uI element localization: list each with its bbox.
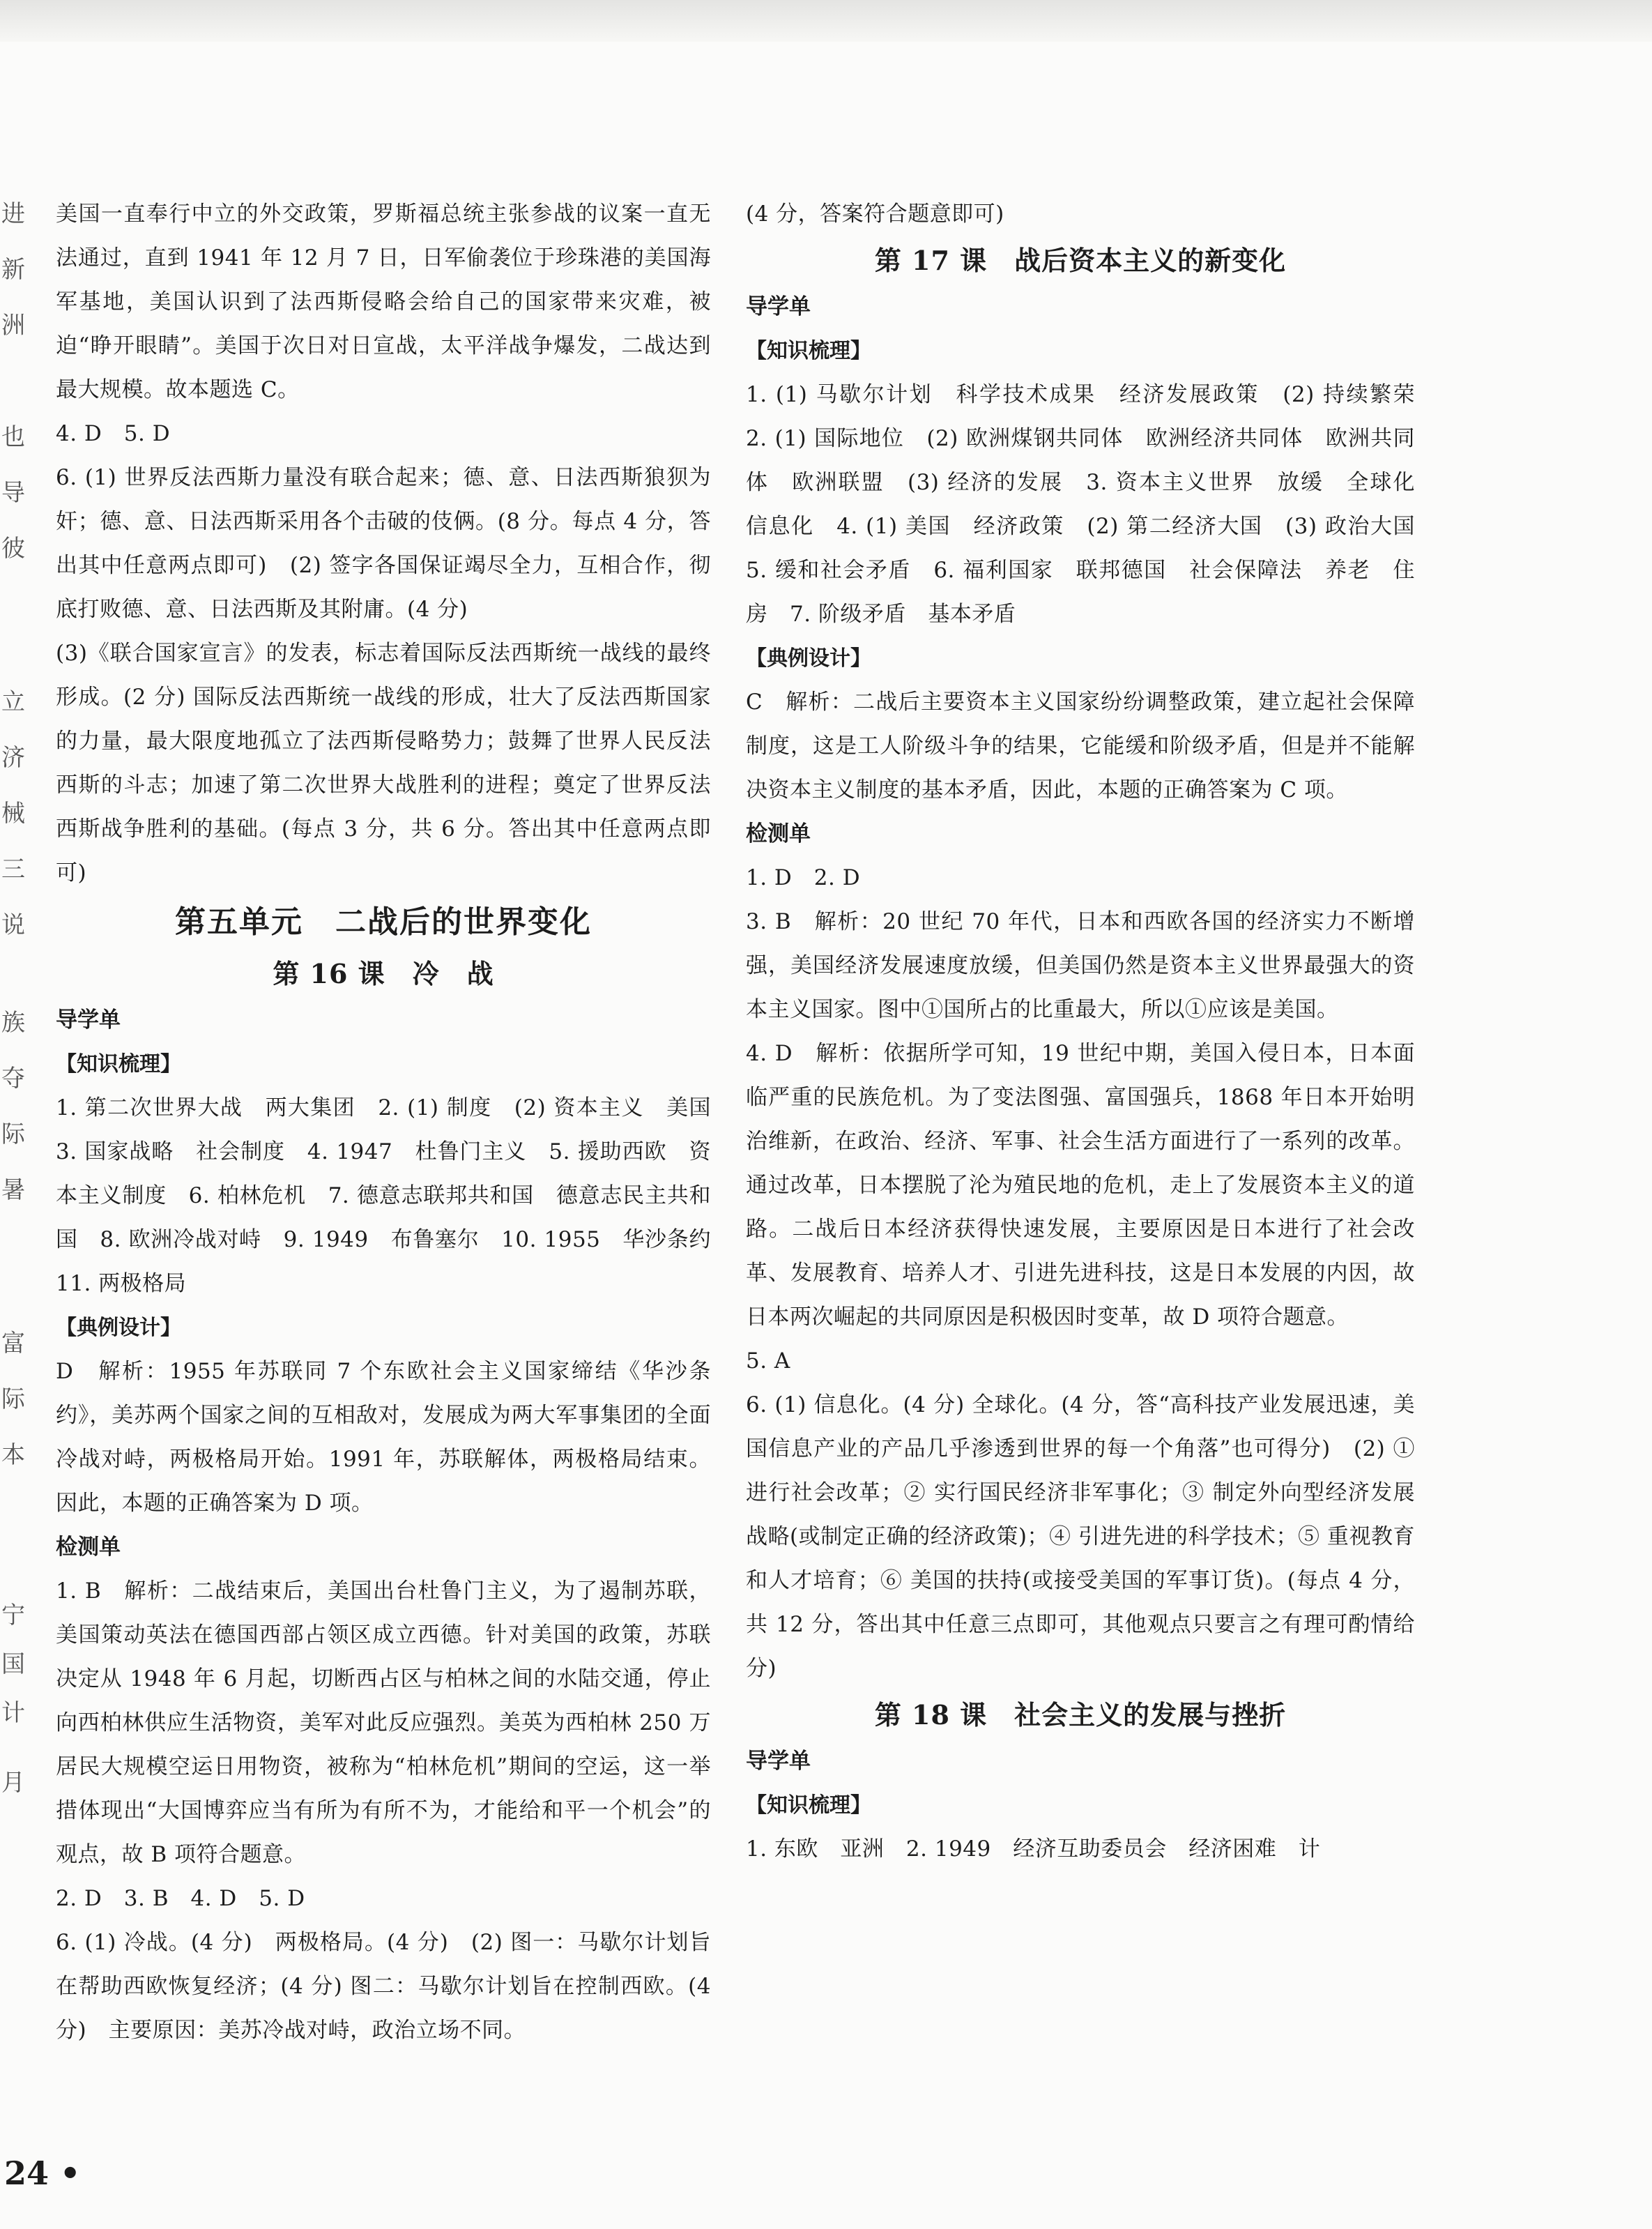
answer-paragraph: 4. D 解析：依据所学可知，19 世纪中期，美国入侵日本，日本面临严重的民族危机。为了变法图强、富国强兵，1868 年日本开始明治维新，在政治、经济、军事、社会生活方面进行了一系列的改革。通过改革，日本摆脱了沦为殖民地的危机，走上了发展资本主义的道路。二战后日本经济获得快速发展，主要原因是日本进行了社会改革、发展教育、培养人才、引进先进科技，这是日本发展的内因，故日本两次崛起的共同原因是积极因时变革，故 D 项符合题意。 xyxy=(746,1041,1415,1330)
edge-fragment-char: 导 xyxy=(1,479,25,507)
answer-line: (4 分，答案符合题意即可) xyxy=(746,201,1004,227)
answer-paragraph: (3)《联合国家宣言》的发表，标志着国际反法西斯统一战线的最终形成。(2 分) 国际反法西斯统一战线的形成，壮大了反法西斯国家的力量，最大限度地孤立了法西斯侵略势力；鼓舞了世界人民反法西斯的斗志；加速了第二次世界大战胜利的进程；奠定了世界反法西斯战争胜利的基础。(每点 3 分，共 6 分。答出其中任意两点即可) xyxy=(56,641,711,885)
edge-fragment-char: 进 xyxy=(1,200,25,228)
lesson-title: 第 18 课 社会主义的发展与挫折 xyxy=(874,1699,1287,1730)
subsection-heading: 【知识梳理】 xyxy=(56,1052,181,1077)
answer-paragraph: 1. 第二次世界大战 两大集团 2. (1) 制度 (2) 资本主义 美国 3. 国家战略 社会制度 4. 1947 杜鲁门主义 5. 援助西欧 资本主义制度 6. 柏林危机 7. 德意志联邦共和国 德意志民主共和国 8. 欧洲冷战对峙 9. 1949 布鲁塞尔 10. 1955 华沙条约 11. 两极格局 xyxy=(56,1095,733,1296)
left-column xyxy=(56,192,733,2053)
answer-line: 4. D 5. D xyxy=(56,421,171,446)
section-heading: 导学单 xyxy=(746,1749,811,1774)
answer-line: 5. A xyxy=(746,1348,790,1374)
answer-paragraph: C 解析：二战后主要资本主义国家纷纷调整政策，建立起社会保障制度，这是工人阶级斗争的结果，它能缓和阶级矛盾，但是并不能解决资本主义制度的基本矛盾，因此，本题的正确答案为 C 项。 xyxy=(746,690,1415,802)
answer-paragraph: 3. B 解析：20 世纪 70 年代，日本和西欧各国的经济实力不断增强，美国经济发展速度放缓，但美国仍然是资本主义世界最强大的资本主义国家。图中①国所占的比重最大，所以①应该是美国。 xyxy=(746,909,1415,1022)
subsection-heading: 【知识梳理】 xyxy=(746,1793,871,1818)
edge-fragment-char: 宁 xyxy=(1,1602,25,1629)
unit-title: 第五单元 二战后的世界变化 xyxy=(175,904,592,940)
edge-fragment-char: 夺 xyxy=(1,1065,25,1093)
subsection-heading: 【典例设计】 xyxy=(746,646,871,671)
answer-paragraph: 6. (1) 世界反法西斯力量没有联合起来；德、意、日法西斯狼狈为奸；德、意、日法西斯采用各个击破的伎俩。(8 分。每点 4 分，答出其中任意两点即可) (2) 签字各国保证竭尽全力，互相合作，彻底打败德、意、日法西斯及其附庸。(4 分) xyxy=(56,465,711,622)
edge-fragment-char: 计 xyxy=(1,1699,25,1727)
section-heading: 检测单 xyxy=(746,821,811,846)
left-edge-fragment xyxy=(0,174,25,2092)
answer-paragraph: 1. B 解析：二战结束后，美国出台杜鲁门主义，为了遏制苏联，美国策动英法在德国西部占领区成立西德。针对美国的政策，苏联决定从 1948 年 6 月起，切断西占区与柏林之间的水陆交通，停止向西柏林供应生活物资，美军对此反应强烈。美英为西柏林 250 万居民大规模空运日用物资，被称为“柏林危机”期间的空运，这一举措体现出“大国博弈应当有所为有所不为，才能给和平一个机会”的观点，故 B 项符合题意。 xyxy=(56,1578,711,1867)
edge-fragment-char: 际 xyxy=(1,1385,25,1413)
edge-fragment-char: 说 xyxy=(1,911,25,939)
answer-line: 1. D 2. D xyxy=(746,865,861,890)
edge-fragment-char: 立 xyxy=(1,688,25,716)
edge-fragment-char: 彼 xyxy=(1,535,25,563)
edge-fragment-char: 本 xyxy=(1,1441,25,1469)
top-shadow-band xyxy=(0,0,1652,42)
edge-fragment-char: 国 xyxy=(1,1650,25,1678)
lesson-title: 第 17 课 战后资本主义的新变化 xyxy=(874,245,1287,276)
answer-paragraph: 6. (1) 信息化。(4 分) 全球化。(4 分，答“高科技产业发展迅速，美国信息产业的产品几乎渗透到世界的每一个角落”也可得分) (2) ① 进行社会改革；② 实行国民经济非军事化；③ 制定外向型经济发展战略(或制定正确的经济政策)；④ 引进先进的科学技术；⑤ 重视教育和人才培育；⑥ 美国的扶持(或接受美国的军事订货)。(每点 4 分，共 12 分，答出其中任意三点即可，其他观点只要言之有理可酌情给分) xyxy=(746,1392,1415,1681)
section-heading: 导学单 xyxy=(56,1007,121,1033)
answer-paragraph: D 解析：1955 年苏联同 7 个东欧社会主义国家缔结《华沙条约》，美苏两个国家之间的互相敌对，发展成为两大军事集团的全面冷战对峙，两极格局开始。1991 年，苏联解体，两极格局结束。因此，本题的正确答案为 D 项。 xyxy=(56,1359,711,1516)
edge-fragment-char: 月 xyxy=(1,1769,25,1797)
section-heading: 导学单 xyxy=(746,294,811,319)
edge-fragment-char: 新 xyxy=(1,256,25,284)
subsection-heading: 【典例设计】 xyxy=(56,1316,181,1340)
edge-fragment-char: 械 xyxy=(1,800,25,828)
answer-line: 2. D 3. B 4. D 5. D xyxy=(56,1886,305,1911)
answer-line: 1. 东欧 亚洲 2. 1949 经济互助委员会 经济困难 计 xyxy=(746,1836,1321,1862)
edge-fragment-char: 洲 xyxy=(1,312,25,340)
edge-fragment-char: 暑 xyxy=(1,1176,25,1204)
edge-fragment-char: 际 xyxy=(1,1120,25,1148)
answer-paragraph: 美国一直奉行中立的外交政策，罗斯福总统主张参战的议案一直无法通过，直到 1941 年 12 月 7 日，日军偷袭位于珍珠港的美国海军基地，美国认识到了法西斯侵略会给自己的国家带来灾难，被迫“睁开眼睛”。美国于次日对日宣战，太平洋战争爆发，二战达到最大规模。故本题选 C。 xyxy=(56,201,711,402)
edge-fragment-char: 济 xyxy=(1,744,25,772)
edge-fragment-char: 富 xyxy=(1,1330,25,1357)
edge-fragment-char: 三 xyxy=(1,855,25,883)
edge-fragment-char: 也 xyxy=(1,423,25,451)
edge-fragment-char: 族 xyxy=(1,1009,25,1037)
subsection-heading: 【知识梳理】 xyxy=(746,339,871,363)
right-column xyxy=(746,192,1437,1871)
lesson-title: 第 16 课 冷 战 xyxy=(273,958,494,989)
answer-paragraph: 1. (1) 马歇尔计划 科学技术成果 经济发展政策 (2) 持续繁荣 2. (1) 国际地位 (2) 欧洲煤钢共同体 欧洲经济共同体 欧洲共同体 欧洲联盟 (3) 经济的发展 3. 资本主义世界 放缓 全球化 信息化 4. (1) 美国 经济政策 (2) 第二经济大国 (3) 政治大国 5. 缓和社会矛盾 6. 福利国家 联邦德国 社会保障法 养老 住房 7. 阶级矛盾 基本矛盾 xyxy=(746,382,1437,627)
answer-paragraph: 6. (1) 冷战。(4 分) 两极格局。(4 分) (2) 图一：马歇尔计划旨在帮助西欧恢复经济；(4 分) 图二：马歇尔计划旨在控制西欧。(4 分) 主要原因：美苏冷战对峙，政治立场不同。 xyxy=(56,1930,711,2043)
page-number: 24 • xyxy=(4,2154,81,2192)
section-heading: 检测单 xyxy=(56,1535,121,1560)
